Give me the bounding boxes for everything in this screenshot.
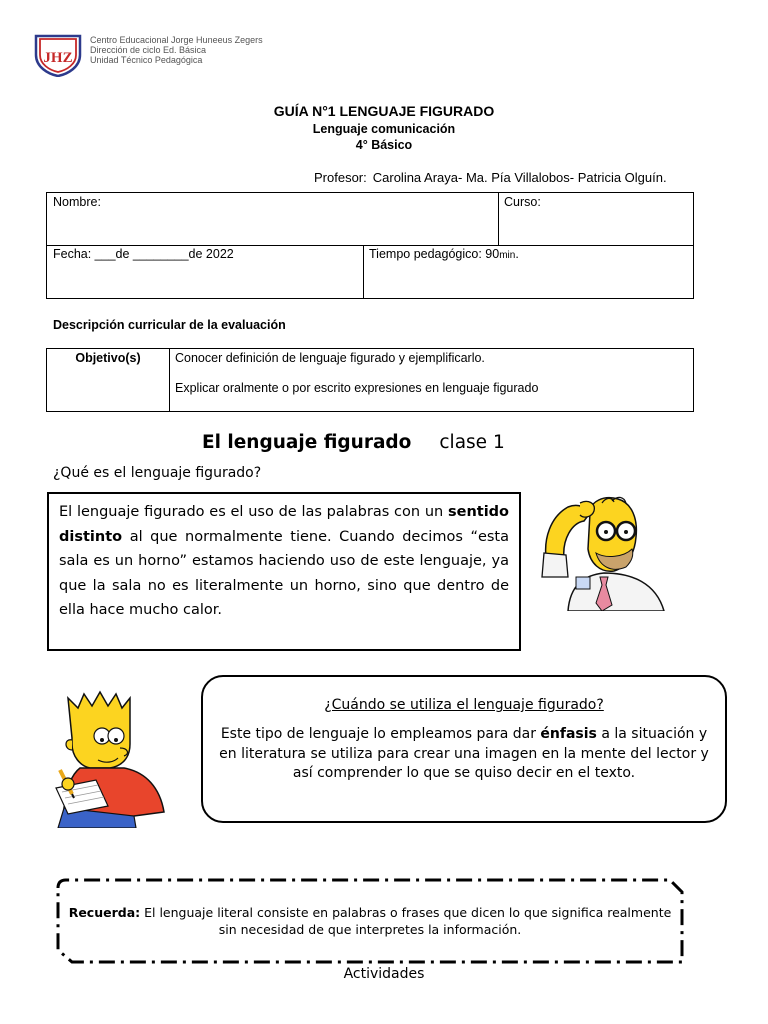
time-field <box>363 245 525 263</box>
document-title: GUÍA N°1 LENGUAJE FIGURADO <box>273 103 495 119</box>
when-used-body <box>219 725 709 784</box>
activities-heading: Actividades <box>343 966 425 982</box>
when-used-title: ¿Cuándo se utiliza el lenguaje figurado? <box>324 697 604 713</box>
objective-item-1: Conocer definición de lenguaje figurado y ejemplificarlo. <box>175 351 485 365</box>
definition-part1: El lenguaje figurado es el uso de las palabras con un <box>59 504 444 520</box>
definition-bold: sentido distinto <box>59 504 510 545</box>
time-end: . <box>515 247 519 261</box>
name-field[interactable]: Nombre: <box>53 195 101 209</box>
subject-subtitle: Lenguaje comunicación <box>312 122 456 136</box>
time-unit: min <box>499 250 516 261</box>
org-line-2: Dirección de ciclo Ed. Básica <box>90 45 207 55</box>
definition-part2: al que normalmente tiene. Cuando decimos “esta sala es un horno” estamos haciendo uso de este lenguaje, ya que la sala no es literalmente un horno, sino que dentro de ella hace mucho calor. <box>59 528 510 618</box>
school-logo <box>32 33 84 77</box>
lesson-title: El lenguaje figurado <box>202 432 412 453</box>
teachers-line <box>314 170 667 185</box>
objective-item-2: Explicar oralmente o por escrito expresiones en lenguaje figurado <box>175 381 539 395</box>
reminder-body: El lenguaje literal consiste en palabras o frases que dicen lo que significa realmente sin necesidad de que interpretes la información. <box>144 905 672 937</box>
org-line-1: Centro Educacional Jorge Huneeus Zegers <box>90 35 263 45</box>
definition-box <box>47 492 521 651</box>
objectives-table <box>46 348 694 412</box>
reminder-label: Recuerda: <box>68 905 141 920</box>
time-label: Tiempo pedagógico: 90 <box>369 247 500 261</box>
logo-text: JHZ <box>43 50 73 66</box>
reminder-box <box>56 878 684 964</box>
bart-writing-illustration <box>50 688 168 828</box>
curricular-description-heading: Descripción curricular de la evaluación <box>53 318 286 332</box>
when-used-box <box>201 675 727 823</box>
class-heading <box>202 432 505 453</box>
class-label: clase 1 <box>439 432 505 453</box>
date-field[interactable]: Fecha: ___de ________de 2022 <box>53 247 234 261</box>
homer-thinking-illustration <box>540 493 666 611</box>
teachers-names: Carolina Araya- Ma. Pía Villalobos- Patricia Olguín. <box>372 170 667 185</box>
when-used-part2: a la situación y en literatura se utiliza para crear una imagen en la mente del lector y así comprender lo que se quiso decir en el texto. <box>219 726 709 781</box>
reminder-text <box>66 904 674 938</box>
when-used-bold: énfasis <box>540 726 597 742</box>
objectives-label: Objetivo(s) <box>75 351 141 365</box>
grade-subtitle: 4° Básico <box>355 138 413 152</box>
student-info-table <box>46 192 694 299</box>
question-what-is: ¿Qué es el lenguaje figurado? <box>53 465 262 481</box>
course-field[interactable]: Curso: <box>504 195 541 209</box>
teachers-label: Profesor: <box>314 170 367 185</box>
org-line-3: Unidad Técnico Pedagógica <box>90 55 203 65</box>
when-used-part1: Este tipo de lenguaje lo empleamos para dar <box>220 726 536 742</box>
